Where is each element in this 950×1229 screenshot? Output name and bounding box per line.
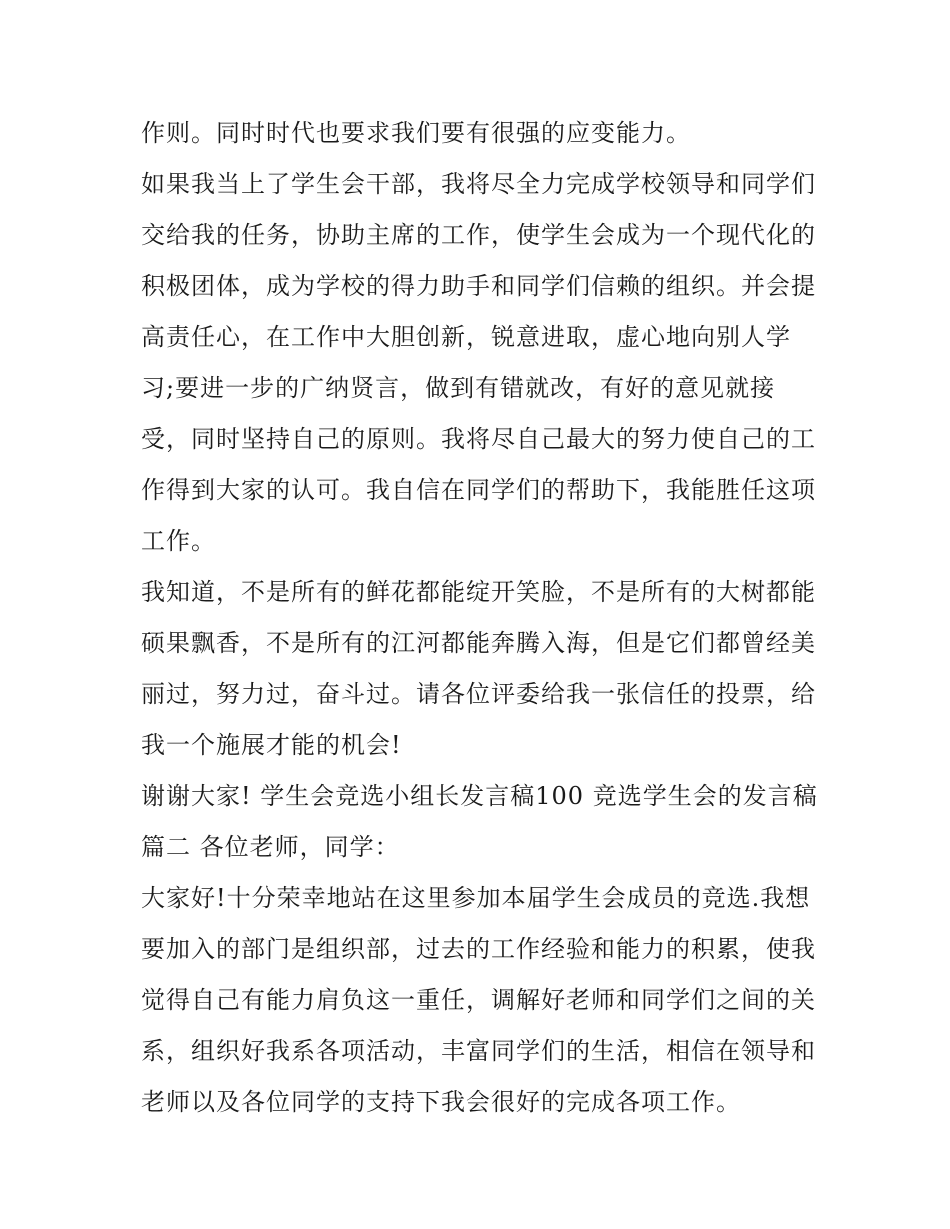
text-line: 积极团体，成为学校的得力助手和同学们信赖的组织。并会提 (141, 272, 816, 300)
text-line: 作得到大家的认可。我自信在同学们的帮助下，我能胜任这项 (141, 476, 816, 504)
text-line: 工作。 (141, 527, 216, 555)
text-line: 作则。同时时代也要求我们要有很强的应变能力。 (141, 119, 691, 147)
text-line: 老师以及各位同学的支持下我会很好的完成各项工作。 (141, 1088, 741, 1116)
text-line: 篇二 各位老师，同学： (141, 833, 400, 861)
text-line: 系，组织好我系各项活动，丰富同学们的生活，相信在领导和 (141, 1037, 816, 1065)
text-line: 硕果飘香，不是所有的江河都能奔腾入海，但是它们都曾经美 (141, 629, 816, 657)
text-line: 谢谢大家! 学生会竞选小组长发言稿100 竞选学生会的发言稿 (141, 782, 818, 810)
text-line: 受，同时坚持自己的原则。我将尽自己最大的努力使自己的工 (141, 425, 816, 453)
text-line: 高责任心，在工作中大胆创新，锐意进取，虚心地向别人学 (141, 323, 791, 351)
text-line: 大家好!十分荣幸地站在这里参加本届学生会成员的竞选.我想 (141, 884, 811, 912)
text-line: 觉得自己有能力肩负这一重任，调解好老师和同学们之间的关 (141, 986, 816, 1014)
text-line: 如果我当上了学生会干部，我将尽全力完成学校领导和同学们 (141, 170, 816, 198)
text-line: 丽过，努力过，奋斗过。请各位评委给我一张信任的投票，给 (141, 680, 816, 708)
text-line: 我一个施展才能的机会! (141, 731, 402, 759)
text-line: 我知道，不是所有的鲜花都能绽开笑脸，不是所有的大树都能 (141, 578, 816, 606)
text-line: 交给我的任务，协助主席的工作，使学生会成为一个现代化的 (141, 221, 816, 249)
text-line: 要加入的部门是组织部，过去的工作经验和能力的积累，使我 (141, 935, 816, 963)
text-line: 习;要进一步的广纳贤言，做到有错就改，有好的意见就接 (141, 374, 776, 402)
document-body (141, 108, 821, 1128)
